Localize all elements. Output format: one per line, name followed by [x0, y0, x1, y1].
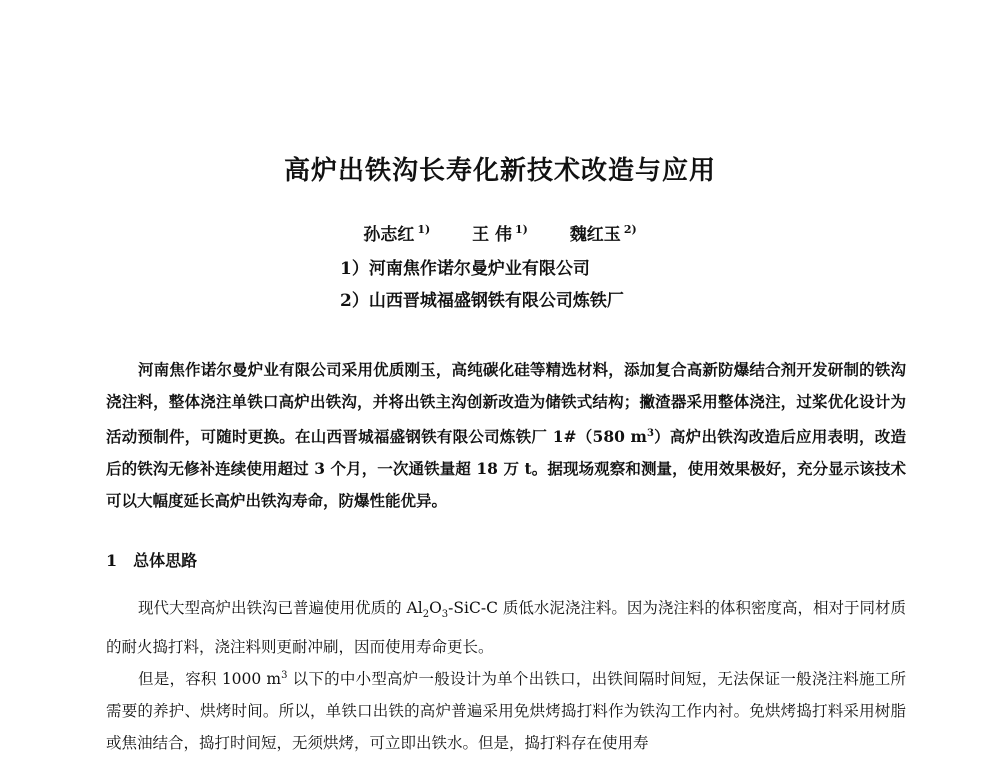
author-affil-mark: 1): [515, 223, 528, 237]
section-heading: [106, 548, 197, 571]
author-name: 魏红玉: [569, 225, 621, 245]
paragraph-text: 以下的中小型高炉一般设计为单个出铁口，出铁间隔时间短，无法保证一般浇注料施工所需要的养护、烘烤时间。所以，单铁口出铁的高炉普遍采用免烘烤捣打料作为铁沟工作内衬。免烘烤捣打料采用树脂或焦油结合，捣打时间短，无须烘烤，可立即出铁水。但是，捣打料存在使用寿: [106, 670, 906, 753]
author-affil-mark: 2): [623, 223, 637, 237]
abstract-text: ）高炉出铁沟改造后应用表明，改造后的铁沟无修补连续使用超过 3 个月，一次通铁量超 18 万 t。据现场观察和测量，使用效果极好，充分显示该技术可以大幅度延长高炉出铁沟寿命，防爆性能优异。: [106, 427, 906, 511]
paragraph-text: 但是，容积 1000 m: [138, 670, 282, 689]
body-paragraph: [106, 592, 906, 663]
abstract-superscript: 3: [646, 428, 654, 439]
section-number: 1: [106, 551, 118, 570]
author: [363, 220, 430, 245]
author-affil-mark: 1): [417, 223, 431, 237]
abstract-text: 河南焦作诺尔曼炉业有限公司采用优质刚玉，高纯碳化硅等精选材料，添加复合高新防爆结合剂开发研制的铁沟浇注料，整体浇注单铁口高炉出铁沟，并将出铁主沟创新改造为储铁式结构；撇渣器采用整体浇注，过桨优化设计为活动预制件，可随时更换。在山西晋城福盛钢铁有限公司炼铁厂 1#（580 m: [106, 360, 906, 447]
paragraph-text: 现代大型高炉出铁沟已普遍使用优质的 Al: [138, 599, 423, 617]
author-list: [0, 220, 1000, 245]
affiliation-2: 2）山西晋城福盛钢铁有限公司炼铁厂: [340, 291, 624, 311]
author-name: 孙志红: [363, 225, 415, 245]
paper-title: 高炉出铁沟长寿化新技术改造与应用: [283, 156, 716, 186]
section-title: 总体思路: [133, 551, 198, 570]
affiliation-1: 1）河南焦作诺尔曼炉业有限公司: [340, 259, 590, 279]
author: [472, 220, 528, 245]
body-paragraph: [106, 660, 906, 759]
author-name: 王 伟: [472, 225, 513, 245]
superscript: 3: [281, 670, 288, 681]
paragraph-text: O: [429, 599, 442, 617]
paragraph-text: -SiC-C 质低水泥浇注料。因为浇注料的体积密度高，相对于同材质的耐火捣打料，浇注料则更耐冲刷，因而使用寿命更长。: [106, 599, 906, 657]
abstract: [106, 354, 906, 517]
subscript: 2: [422, 609, 430, 621]
author: [570, 220, 637, 245]
subscript: 3: [441, 609, 449, 621]
